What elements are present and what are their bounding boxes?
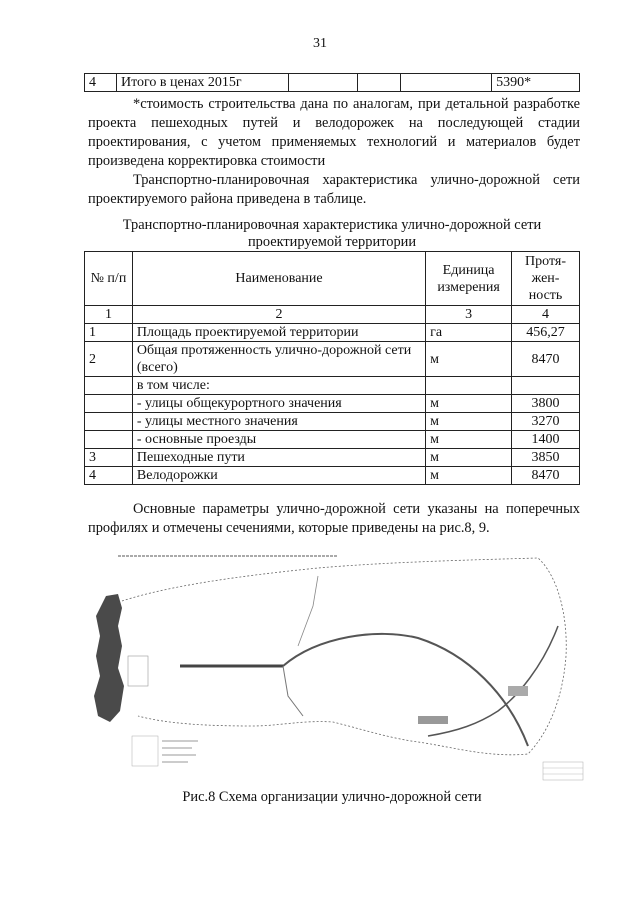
params-text: Основные параметры улично-дорожной сети указаны на поперечных профилях и отмечены сечениями, которые приведены на рис.8, 9. (88, 501, 580, 536)
header-index: 4 (512, 306, 580, 324)
row-num (85, 431, 133, 449)
building-block (128, 656, 148, 686)
main-road (283, 634, 528, 746)
table-caption: Транспортно-планировочная характеристика улично-дорожной сети (122, 217, 542, 233)
page-number: 31 (313, 36, 327, 51)
row-num (85, 413, 133, 431)
table-header-number-row (85, 306, 580, 324)
row-name: Велодорожки (132, 467, 425, 485)
header-unit: Единица измерения (426, 252, 512, 306)
table-row (85, 467, 580, 485)
table-header-row (85, 252, 580, 306)
row-num: 4 (85, 467, 133, 485)
header-num: № п/п (85, 252, 133, 306)
figure-caption: Рис.8 Схема организации улично-дорожной сети (182, 789, 482, 805)
title-stamp (543, 762, 583, 780)
table-row (85, 324, 580, 342)
sea-area (94, 594, 124, 722)
row-value (512, 377, 580, 395)
row-unit: га (426, 324, 512, 342)
row-num (85, 377, 133, 395)
row-value: 3800 (512, 395, 580, 413)
row-num (85, 395, 133, 413)
table-row (85, 413, 580, 431)
row-unit: м (426, 449, 512, 467)
cost-cell-empty (358, 74, 401, 92)
table-row (85, 342, 580, 377)
header-index: 2 (132, 306, 425, 324)
row-name: Общая протяженность улично-дорожной сети (всего) (132, 342, 425, 377)
table-row (85, 74, 580, 92)
cost-summary-table (84, 73, 580, 92)
street-network-scheme-figure (88, 546, 588, 786)
row-num: 3 (85, 449, 133, 467)
row-unit: м (426, 431, 512, 449)
header-length: Протя-жен-ность (512, 252, 580, 306)
header-name: Наименование (132, 252, 425, 306)
row-value: 8470 (512, 467, 580, 485)
local-road (298, 576, 318, 646)
territory-boundary (122, 558, 566, 755)
row-num: 2 (85, 342, 133, 377)
row-name: Площадь проектируемой территории (132, 324, 425, 342)
intro-text: Транспортно-планировочная характеристика улично-дорожной сети проектируемого района приведена в таблице. (88, 172, 580, 207)
row-name: - улицы общекурортного значения (132, 395, 425, 413)
row-value: 8470 (512, 342, 580, 377)
table-row (85, 395, 580, 413)
table-row (85, 449, 580, 467)
row-unit: м (426, 467, 512, 485)
building-block (508, 686, 528, 696)
params-paragraph (88, 500, 580, 538)
table-caption-line2: проектируемой территории (247, 234, 417, 250)
row-name: в том числе: (132, 377, 425, 395)
table-row (85, 377, 580, 395)
intro-paragraph (88, 171, 580, 209)
row-value: 3850 (512, 449, 580, 467)
row-name: - улицы местного значения (132, 413, 425, 431)
cost-note (88, 95, 580, 171)
row-value: 456,27 (512, 324, 580, 342)
row-unit: м (426, 413, 512, 431)
row-unit: м (426, 342, 512, 377)
row-num: 1 (85, 324, 133, 342)
cost-cell-empty (401, 74, 492, 92)
legend-block (132, 736, 198, 766)
building-block (418, 716, 448, 724)
row-value: 1400 (512, 431, 580, 449)
cost-cell-empty (288, 74, 358, 92)
street-network-table (84, 251, 580, 485)
header-index: 1 (85, 306, 133, 324)
row-name: - основные проезды (132, 431, 425, 449)
row-unit (426, 377, 512, 395)
row-name: Пешеходные пути (132, 449, 425, 467)
local-road (283, 666, 303, 716)
row-unit: м (426, 395, 512, 413)
header-index: 3 (426, 306, 512, 324)
row-value: 3270 (512, 413, 580, 431)
cost-cell-total: 5390* (492, 74, 580, 92)
table-row (85, 431, 580, 449)
cost-cell-name: Итого в ценах 2015г (116, 74, 288, 92)
cost-cell-num: 4 (85, 74, 117, 92)
cost-note-text: *стоимость строительства дана по аналогам, при детальной разработке проекта пешеходных путей и велодорожек на последующей стадии проектирования, с учетом применяемых технологий и материалов будет произведена корректировка стоимости (88, 96, 580, 169)
